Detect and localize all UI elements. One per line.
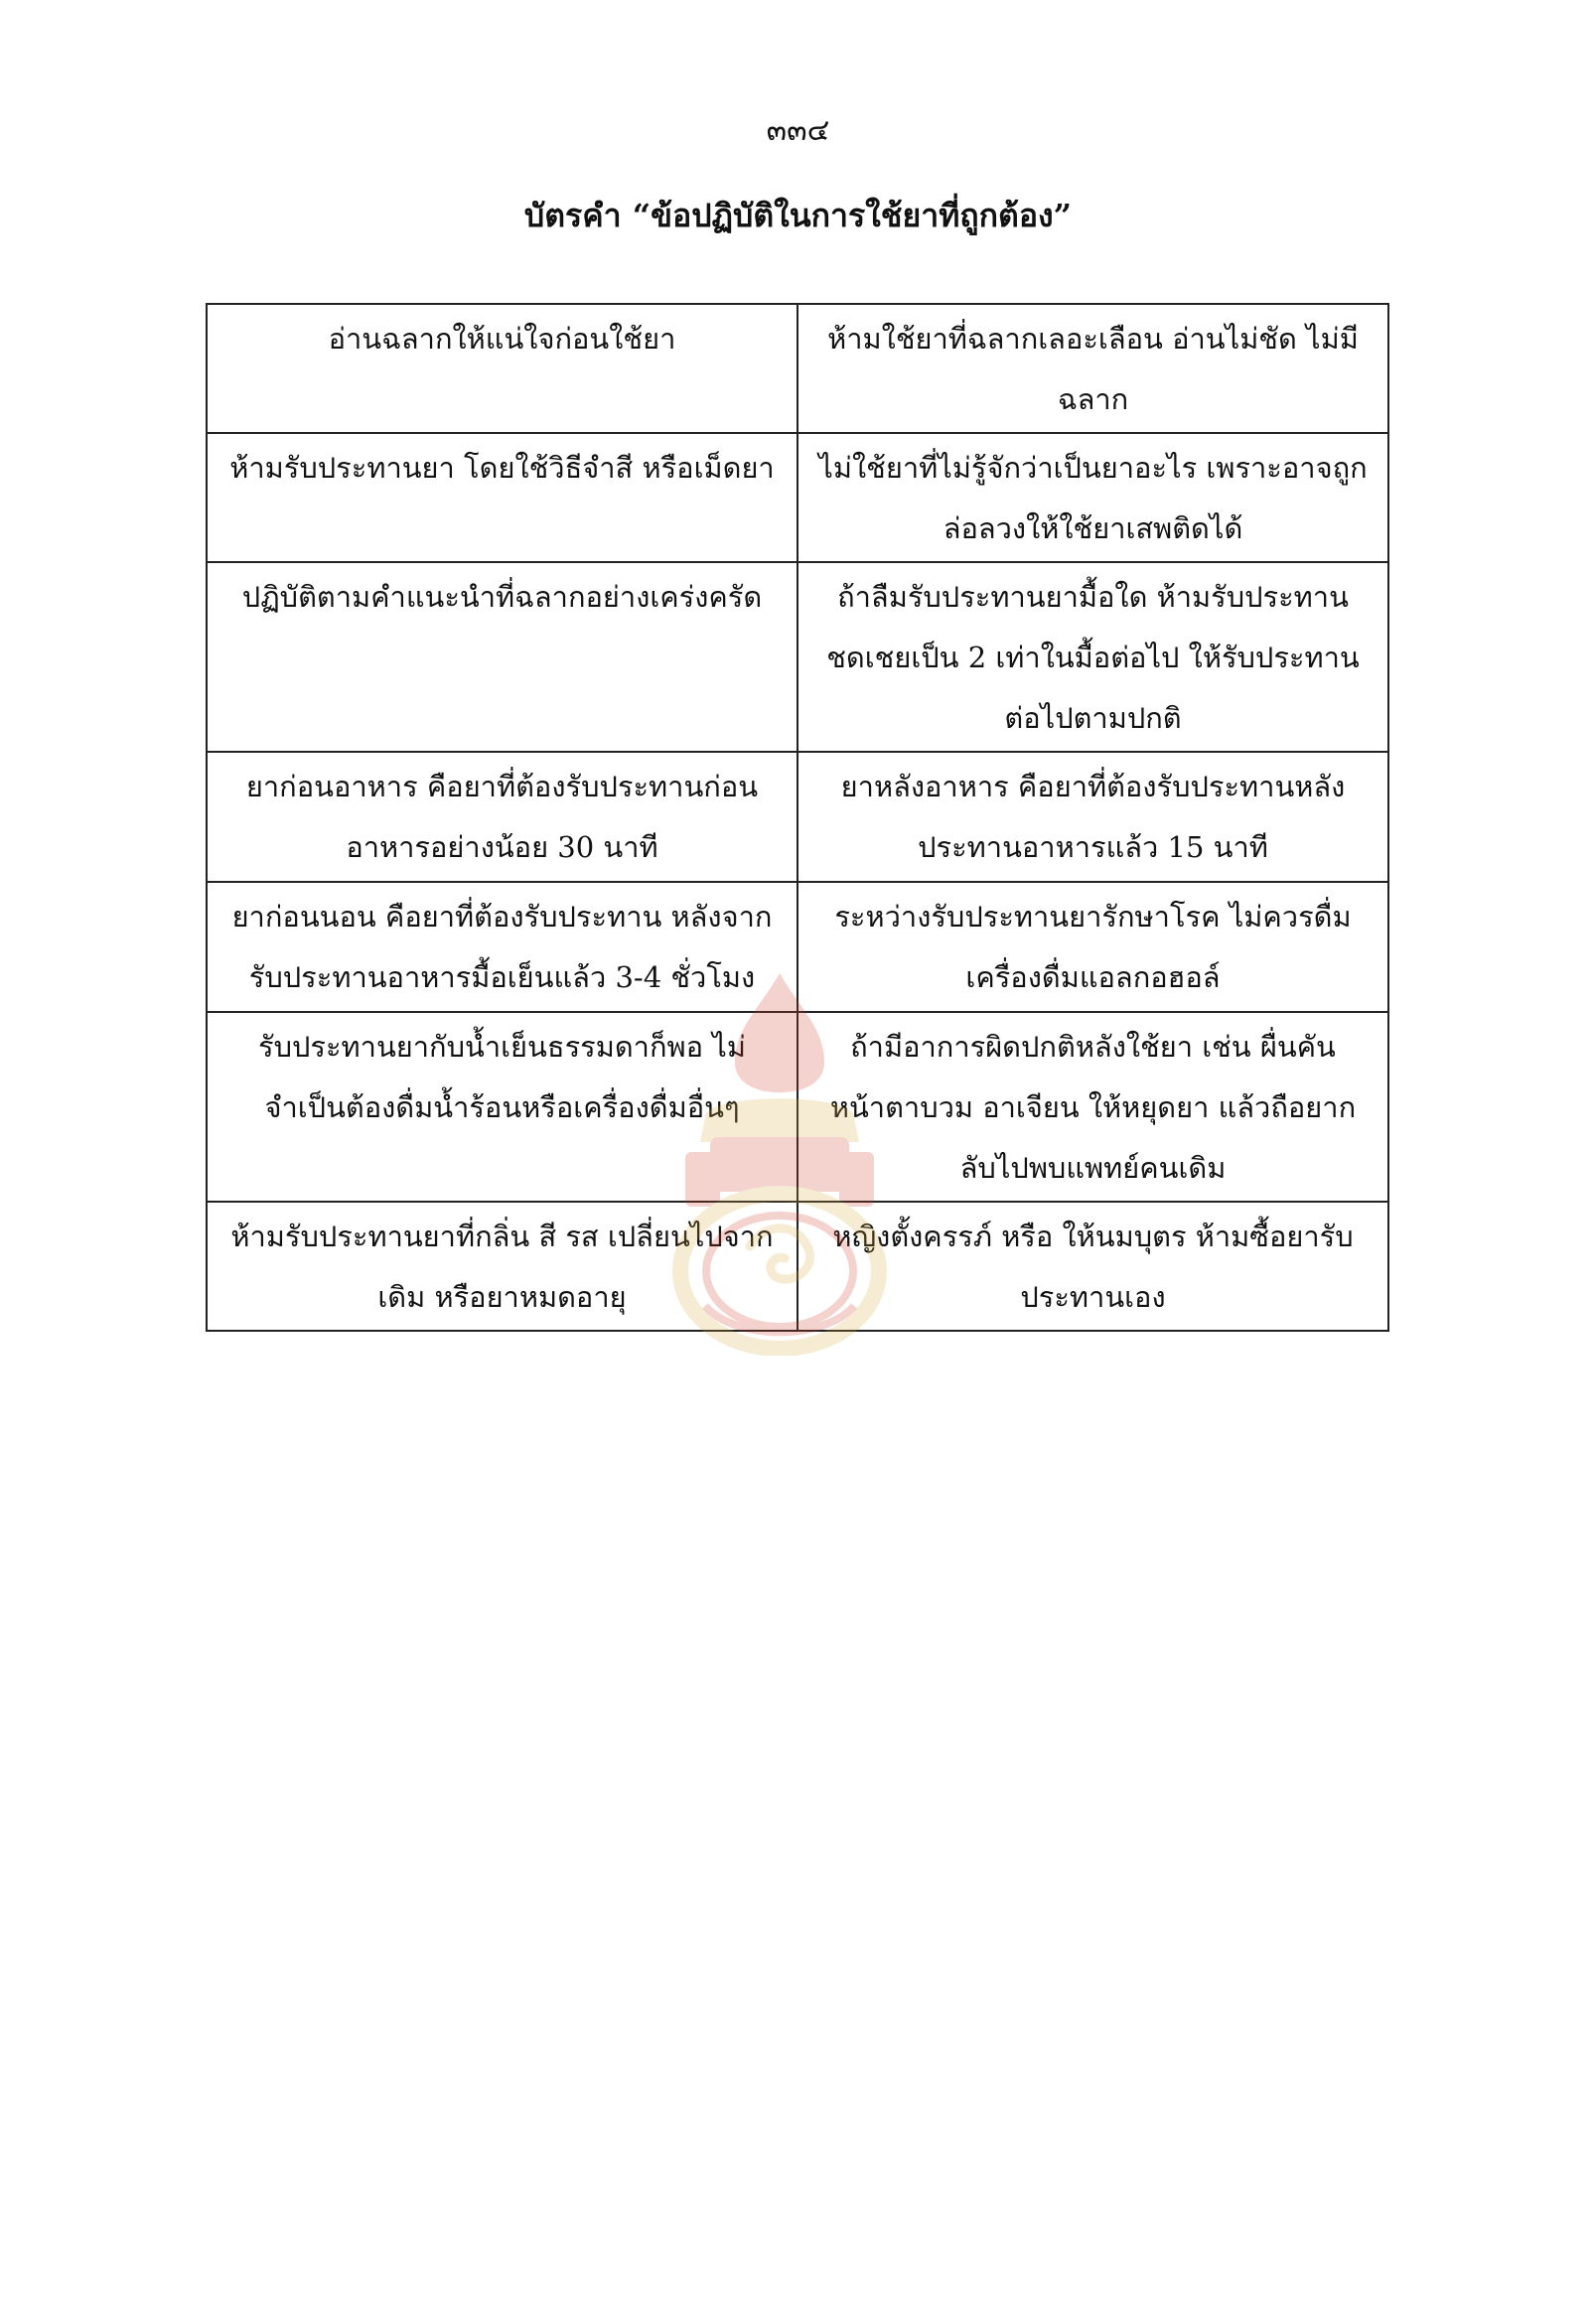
table-row	[207, 562, 1388, 752]
table-row	[207, 752, 1388, 882]
table-cell-left: รับประทานยากับน้ำเย็นธรรมดาก็พอ ไม่จำเป็นต้องดื่มน้ำร้อนหรือเครื่องดื่มอื่นๆ	[207, 1012, 798, 1202]
table-cell-right: ถ้ามีอาการผิดปกติหลังใช้ยา เช่น ผื่นคัน หน้าตาบวม อาเจียน ให้หยุดยา แล้วถือยากลับไปพบแพทย์คนเดิม	[798, 1012, 1388, 1202]
table-row	[207, 433, 1388, 562]
table-cell-left: ห้ามรับประทานยาที่กลิ่น สี รส เปลี่ยนไปจากเดิม หรือยาหมดอายุ	[207, 1202, 798, 1331]
table-row	[207, 1012, 1388, 1202]
word-card-table	[206, 303, 1389, 1332]
table-cell-right: ห้ามใช้ยาที่ฉลากเลอะเลือน อ่านไม่ชัด ไม่มีฉลาก	[798, 304, 1388, 433]
table-row	[207, 304, 1388, 433]
table-cell-left: ปฏิบัติตามคำแนะนำที่ฉลากอย่างเคร่งครัด	[207, 562, 798, 752]
table-cell-left: ห้ามรับประทานยา โดยใช้วิธีจำสี หรือเม็ดยา	[207, 433, 798, 562]
table-row	[207, 1202, 1388, 1331]
page-title: บัตรคำ “ข้อปฏิบัติในการใช้ยาที่ถูกต้อง”	[523, 197, 1073, 234]
table-cell-left: ยาก่อนอาหาร คือยาที่ต้องรับประทานก่อนอาหารอย่างน้อย 30 นาที	[207, 752, 798, 882]
table-cell-right: ไม่ใช้ยาที่ไม่รู้จักว่าเป็นยาอะไร เพราะอาจถูกล่อลวงให้ใช้ยาเสพติดได้	[798, 433, 1388, 562]
table-row	[207, 882, 1388, 1012]
table-cell-right: หญิงตั้งครรภ์ หรือ ให้นมบุตร ห้ามซื้อยารับประทานเอง	[798, 1202, 1388, 1331]
page-number: ๓๓๔	[766, 113, 830, 148]
table-cell-right: ยาหลังอาหาร คือยาที่ต้องรับประทานหลังประทานอาหารแล้ว 15 นาที	[798, 752, 1388, 882]
table-cell-right: ระหว่างรับประทานยารักษาโรค ไม่ควรดื่มเครื่องดื่มแอลกอฮอล์	[798, 882, 1388, 1012]
table-cell-left: อ่านฉลากให้แน่ใจก่อนใช้ยา	[207, 304, 798, 433]
table-cell-right: ถ้าลืมรับประทานยามื้อใด ห้ามรับประทานชดเชยเป็น 2 เท่าในมื้อต่อไป ให้รับประทานต่อไปตามปกติ	[798, 562, 1388, 752]
table-cell-left: ยาก่อนนอน คือยาที่ต้องรับประทาน หลังจากรับประทานอาหารมื้อเย็นแล้ว 3-4 ชั่วโมง	[207, 882, 798, 1012]
